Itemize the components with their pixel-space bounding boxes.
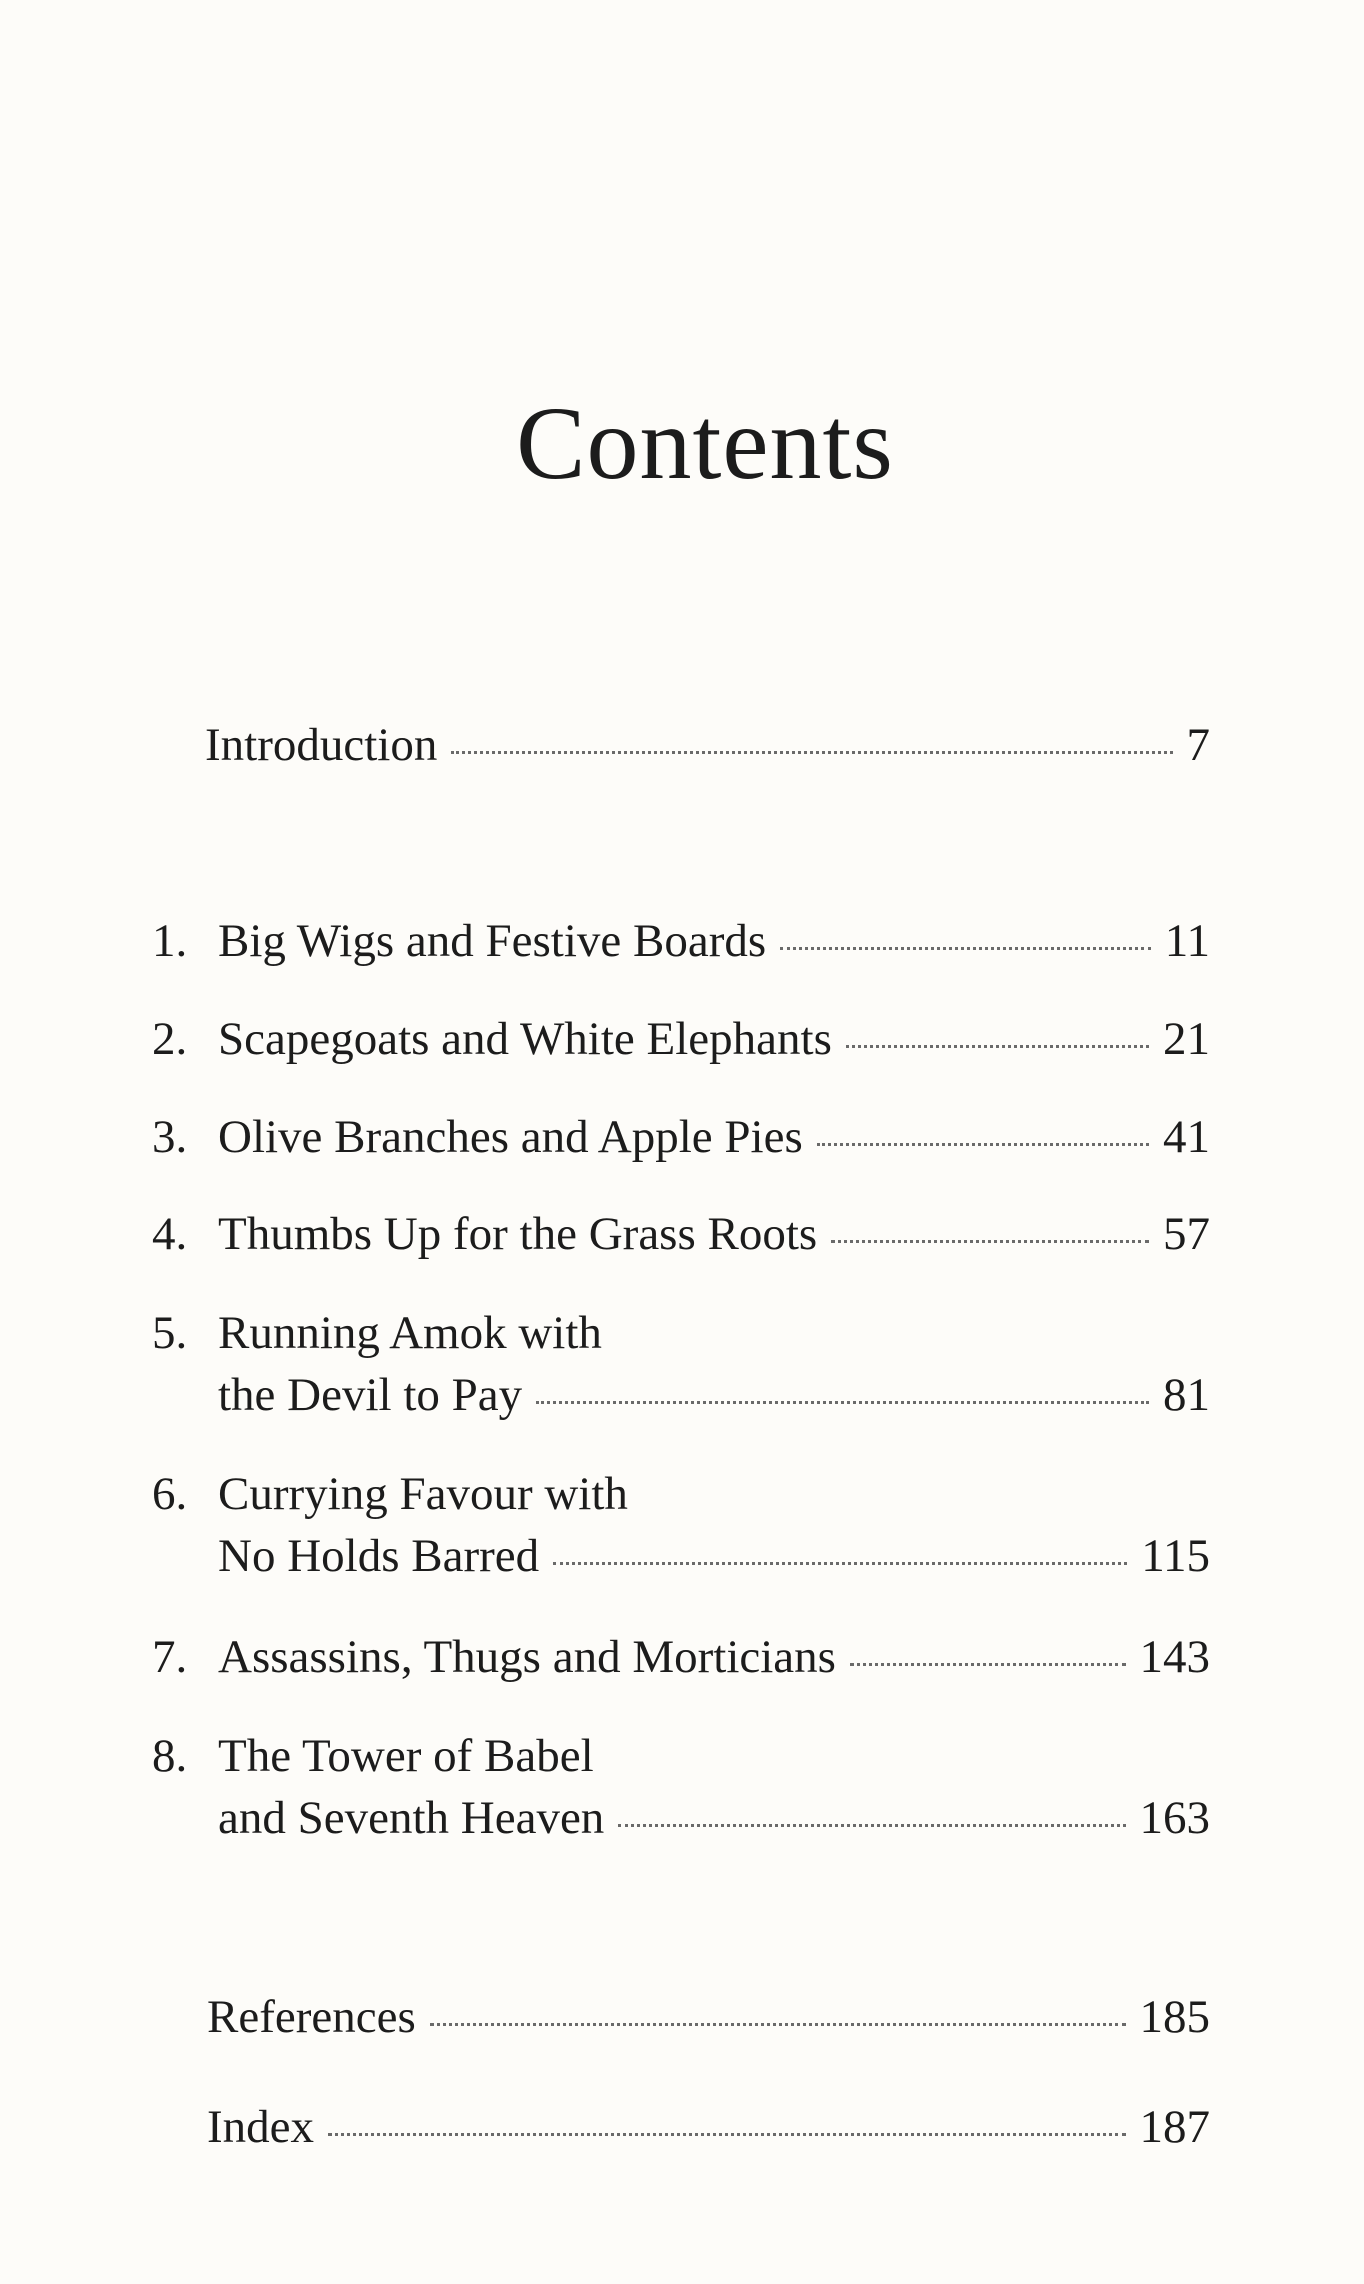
leader-dots — [831, 1240, 1149, 1243]
toc-page-number: 115 — [1141, 1530, 1210, 1582]
page-title: Contents — [516, 386, 894, 501]
leader-dots — [618, 1824, 1125, 1827]
toc-entry-chapter-5 — [0, 1302, 1210, 1364]
toc-entry-references — [0, 1986, 1210, 2048]
chapter-number: 4. — [152, 1208, 188, 1260]
toc-entry-chapter-1 — [0, 910, 1210, 972]
toc-page-number: 11 — [1164, 915, 1210, 967]
toc-entry-index — [0, 2096, 1210, 2158]
toc-entry-chapter-3 — [0, 1106, 1210, 1168]
toc-page-number: 21 — [1163, 1013, 1210, 1065]
toc-page-number: 185 — [1139, 1991, 1210, 2043]
toc-page-number: 143 — [1139, 1631, 1210, 1683]
toc-label: Olive Branches and Apple Pies — [218, 1111, 803, 1163]
leader-dots — [536, 1401, 1149, 1404]
chapter-number: 3. — [152, 1111, 188, 1163]
toc-entry-introduction — [0, 714, 1210, 776]
toc-label: Index — [207, 2101, 315, 2153]
toc-label: References — [207, 1991, 416, 2043]
chapter-number: 8. — [152, 1730, 188, 1782]
leader-dots — [553, 1562, 1127, 1565]
toc-entry-chapter-6-line-2 — [0, 1525, 1210, 1587]
toc-entry-chapter-2 — [0, 1008, 1210, 1070]
leader-dots — [817, 1143, 1149, 1146]
toc-label-line-1: The Tower of Babel — [218, 1730, 594, 1782]
toc-label-line-2: No Holds Barred — [218, 1530, 540, 1582]
toc-label: Scapegoats and White Elephants — [218, 1013, 832, 1065]
toc-page-number: 41 — [1163, 1111, 1210, 1163]
chapter-number: 5. — [152, 1307, 188, 1359]
toc-label-line-2: and Seventh Heaven — [218, 1792, 605, 1844]
toc-entry-chapter-6 — [0, 1463, 1210, 1525]
toc-label-line-2: the Devil to Pay — [218, 1369, 523, 1421]
leader-dots — [430, 2023, 1126, 2026]
leader-dots — [328, 2133, 1125, 2136]
toc-label-line-1: Currying Favour with — [218, 1468, 628, 1520]
toc-label: Thumbs Up for the Grass Roots — [218, 1208, 818, 1260]
toc-entry-chapter-8 — [0, 1725, 1210, 1787]
toc-entry-chapter-4 — [0, 1203, 1210, 1265]
toc-entry-chapter-8-line-2 — [0, 1787, 1210, 1849]
toc-label: Assassins, Thugs and Morticians — [218, 1631, 836, 1683]
toc-page-number: 163 — [1139, 1792, 1210, 1844]
toc-entry-chapter-7 — [0, 1626, 1210, 1688]
leader-dots — [780, 947, 1151, 950]
chapter-number: 6. — [152, 1468, 188, 1520]
chapter-number: 2. — [152, 1013, 188, 1065]
toc-page-number: 81 — [1163, 1369, 1210, 1421]
toc-label: Big Wigs and Festive Boards — [218, 915, 767, 967]
toc-page-number: 187 — [1139, 2101, 1210, 2153]
toc-label: Introduction — [205, 719, 438, 771]
leader-dots — [451, 751, 1172, 754]
leader-dots — [846, 1045, 1149, 1048]
toc-page-number: 7 — [1186, 719, 1210, 771]
toc-entry-chapter-5-line-2 — [0, 1364, 1210, 1426]
leader-dots — [850, 1663, 1126, 1666]
chapter-number: 7. — [152, 1631, 188, 1683]
toc-label-line-1: Running Amok with — [218, 1307, 602, 1359]
toc-page-number: 57 — [1163, 1208, 1210, 1260]
chapter-number: 1. — [152, 915, 188, 967]
